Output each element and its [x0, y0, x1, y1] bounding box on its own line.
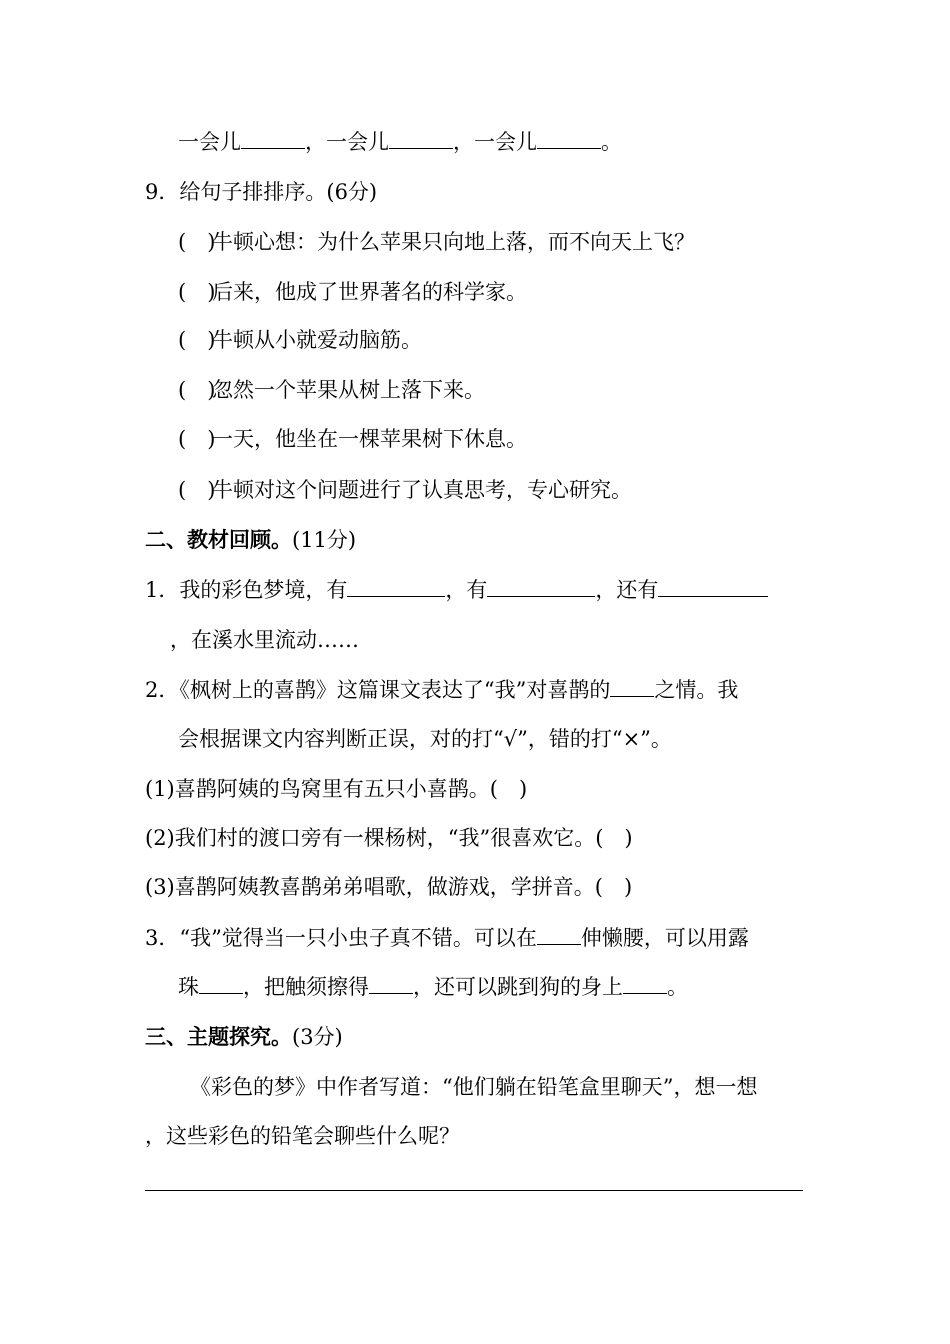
q9-item — [178, 278, 527, 306]
s2-q3-blank-2[interactable] — [199, 975, 243, 994]
s2-q1-blank-1[interactable] — [347, 578, 445, 597]
s2-q2-item — [145, 873, 632, 901]
s2-q3-blank-3[interactable] — [369, 975, 413, 994]
s3-answer-line[interactable] — [145, 1190, 803, 1191]
s3-prompt-text-1: 《彩色的梦》中作者写道：“他们躺在铅笔盒里聊天”，想一想 — [190, 1075, 758, 1099]
s2-q3-text-5: ，还可以跳到狗的身上 — [413, 975, 623, 999]
order-paren[interactable]: ( ) — [178, 378, 216, 402]
q9-item-text: 忽然一个苹果从树上落下来。 — [212, 378, 485, 402]
q9-item — [178, 326, 422, 354]
section-3-heading — [145, 1023, 343, 1051]
s2-q1-line2 — [170, 626, 359, 654]
q9-title-text: 给句子排排序。(6分) — [179, 180, 378, 204]
q9-item-text: 牛顿对这个问题进行了认真思考，专心研究。 — [212, 478, 632, 502]
s2-q3-text-4: ，把触须擦得 — [243, 975, 369, 999]
s2-q1-number: 1． — [145, 578, 180, 602]
q8-blank-3[interactable] — [537, 130, 601, 149]
section-3-score: (3分) — [292, 1025, 343, 1049]
s2-q2-item-text: (1)喜鹊阿姨的鸟窝里有五只小喜鹊。( ) — [145, 777, 528, 801]
q8-text-3: ，一会儿 — [453, 130, 537, 154]
order-paren[interactable]: ( ) — [178, 328, 216, 352]
s2-q1-cont: ，在溪水里流动…… — [170, 628, 359, 652]
order-paren[interactable]: ( ) — [178, 427, 216, 451]
q9-title — [145, 178, 377, 206]
s2-q3-number: 3． — [145, 926, 180, 950]
s2-q1-text-2: ，有 — [445, 578, 488, 602]
s2-q3-text-3: 珠 — [178, 975, 199, 999]
order-paren[interactable]: ( ) — [178, 280, 216, 304]
s2-q1-blank-2[interactable] — [487, 578, 595, 597]
s2-q2-text-2: 之情。我 — [654, 678, 739, 702]
s2-q1-line1 — [145, 576, 768, 604]
q8-tail-line — [178, 128, 622, 156]
order-paren[interactable]: ( ) — [178, 478, 216, 502]
s2-q1-text-1: 我的彩色梦境，有 — [179, 578, 348, 602]
q9-number: 9． — [145, 180, 180, 204]
q9-item — [178, 476, 632, 504]
s2-q3-line1 — [145, 924, 749, 952]
q9-item-text: 一天，他坐在一棵苹果树下休息。 — [212, 427, 527, 451]
q8-text-1: 一会儿 — [178, 130, 241, 154]
s2-q1-blank-3[interactable] — [658, 578, 768, 597]
s3-prompt-line2 — [145, 1122, 460, 1150]
q8-blank-2[interactable] — [389, 130, 453, 149]
s2-q3-text-2: 伸懒腰，可以用露 — [580, 926, 749, 950]
s2-q2-text-1: 《枫树上的喜鹊》这篇课文表达了“我”对喜鹊的 — [179, 678, 611, 702]
s2-q1-text-3: ，还有 — [595, 578, 659, 602]
s3-prompt-text-2: ，这些彩色的铅笔会聊些什么呢？ — [145, 1124, 460, 1148]
s2-q2-line1 — [145, 676, 738, 704]
s2-q2-instruction: 会根据课文内容判断正误，对的打“√”，错的打“×”。 — [178, 727, 672, 751]
q9-item-text: 牛顿从小就爱动脑筋。 — [212, 328, 422, 352]
q8-text-4: 。 — [601, 130, 622, 154]
s2-q2-item-text: (2)我们村的渡口旁有一棵杨树，“我”很喜欢它。( ) — [145, 826, 633, 850]
q9-item-text: 牛顿心想：为什么苹果只向地上落，而不向天上飞？ — [212, 230, 695, 254]
order-paren[interactable]: ( ) — [178, 230, 216, 254]
q8-blank-1[interactable] — [241, 130, 305, 149]
s2-q2-line2 — [178, 725, 672, 753]
section-2-title: 二、教材回顾。 — [145, 527, 292, 552]
s2-q2-item — [145, 775, 527, 803]
section-3-title: 三、主题探究。 — [145, 1024, 292, 1049]
s3-prompt-line1 — [190, 1073, 757, 1101]
s2-q2-item — [145, 824, 633, 852]
section-2-score: (11分) — [292, 528, 357, 552]
q9-item — [178, 376, 485, 404]
s2-q2-number: 2． — [145, 678, 180, 702]
q8-text-2: ，一会儿 — [305, 130, 389, 154]
s2-q2-blank[interactable] — [610, 678, 654, 697]
s2-q3-text-6: 。 — [667, 975, 688, 999]
q9-item — [178, 228, 695, 256]
s2-q3-text-1: “我”觉得当一只小虫子真不错。可以在 — [179, 926, 537, 950]
s2-q2-item-text: (3)喜鹊阿姨教喜鹊弟弟唱歌，做游戏，学拼音。( ) — [145, 875, 633, 899]
s2-q3-blank-4[interactable] — [623, 975, 667, 994]
q9-item-text: 后来，他成了世界著名的科学家。 — [212, 280, 527, 304]
s2-q3-line2 — [178, 973, 688, 1001]
q9-item — [178, 425, 527, 453]
section-2-heading — [145, 526, 356, 554]
s2-q3-blank-1[interactable] — [537, 926, 581, 945]
